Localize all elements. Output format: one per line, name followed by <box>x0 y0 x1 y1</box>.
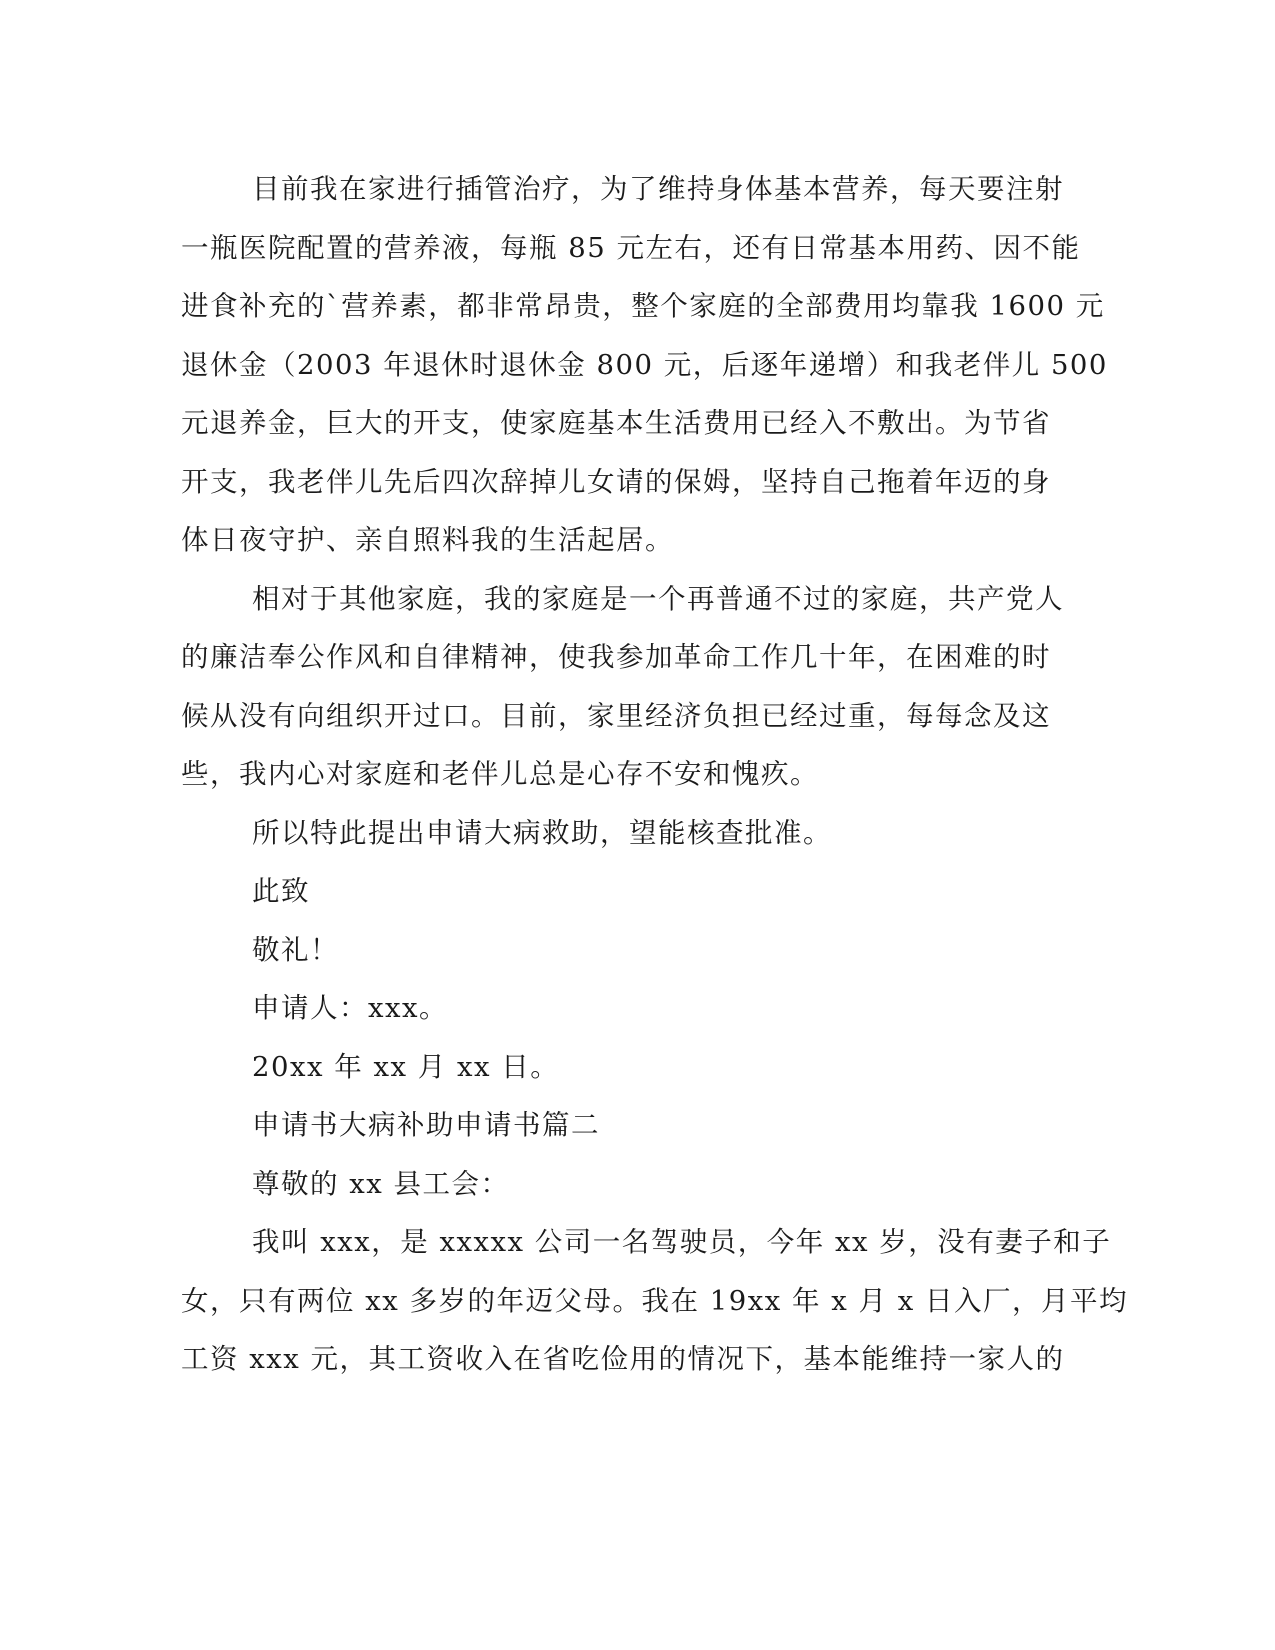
text-line: 的廉洁奉公作风和自律精神，使我参加革命工作几十年，在困难的时 <box>181 641 1051 673</box>
document-body <box>181 160 1128 1389</box>
section-title: 申请书大病补助申请书篇二 <box>252 1109 600 1141</box>
text-line: 女，只有两位 xx 多岁的年迈父母。我在 19xx 年 x 月 x 日入厂，月平均 <box>181 1284 1128 1317</box>
text-line: 开支，我老伴儿先后四次辞掉儿女请的保姆，坚持自己拖着年迈的身 <box>181 465 1051 498</box>
date-line: 20xx 年 xx 月 xx 日。 <box>252 1050 560 1083</box>
text-line: 候从没有向组织开过口。目前，家里经济负担已经过重，每每念及这 <box>181 699 1051 732</box>
closing-regards: 敬礼！ <box>252 933 339 966</box>
text-line: 所以特此提出申请大病救助，望能核查批准。 <box>252 816 832 849</box>
text-line: 退休金（2003 年退休时退休金 800 元，后逐年递增）和我老伴儿 500 <box>181 348 1108 381</box>
text-line: 元退养金，巨大的开支，使家庭基本生活费用已经入不敷出。为节省 <box>181 407 1051 439</box>
text-line: 进食补充的`营养素，都非常昂贵，整个家庭的全部费用均靠我 1600 元 <box>181 290 1105 322</box>
text-line: 些，我内心对家庭和老伴儿总是心存不安和愧疚。 <box>181 758 819 790</box>
text-line: 一瓶医院配置的营养液，每瓶 85 元左右，还有日常基本用药、因不能 <box>181 231 1081 264</box>
text-line: 相对于其他家庭，我的家庭是一个再普通不过的家庭，共产党人 <box>252 582 1064 615</box>
closing-salutation: 此致 <box>252 875 310 907</box>
text-line: 体日夜守护、亲自照料我的生活起居。 <box>181 524 674 556</box>
applicant-line: 申请人：xxx。 <box>252 992 449 1024</box>
text-line: 我叫 xxx，是 xxxxx 公司一名驾驶员，今年 xx 岁，没有妻子和子 <box>252 1226 1112 1258</box>
text-line: 目前我在家进行插管治疗，为了维持身体基本营养，每天要注射 <box>252 173 1064 205</box>
addressee-line: 尊敬的 xx 县工会： <box>252 1167 510 1200</box>
text-line: 工资 xxx 元，其工资收入在省吃俭用的情况下，基本能维持一家人的 <box>181 1343 1065 1375</box>
